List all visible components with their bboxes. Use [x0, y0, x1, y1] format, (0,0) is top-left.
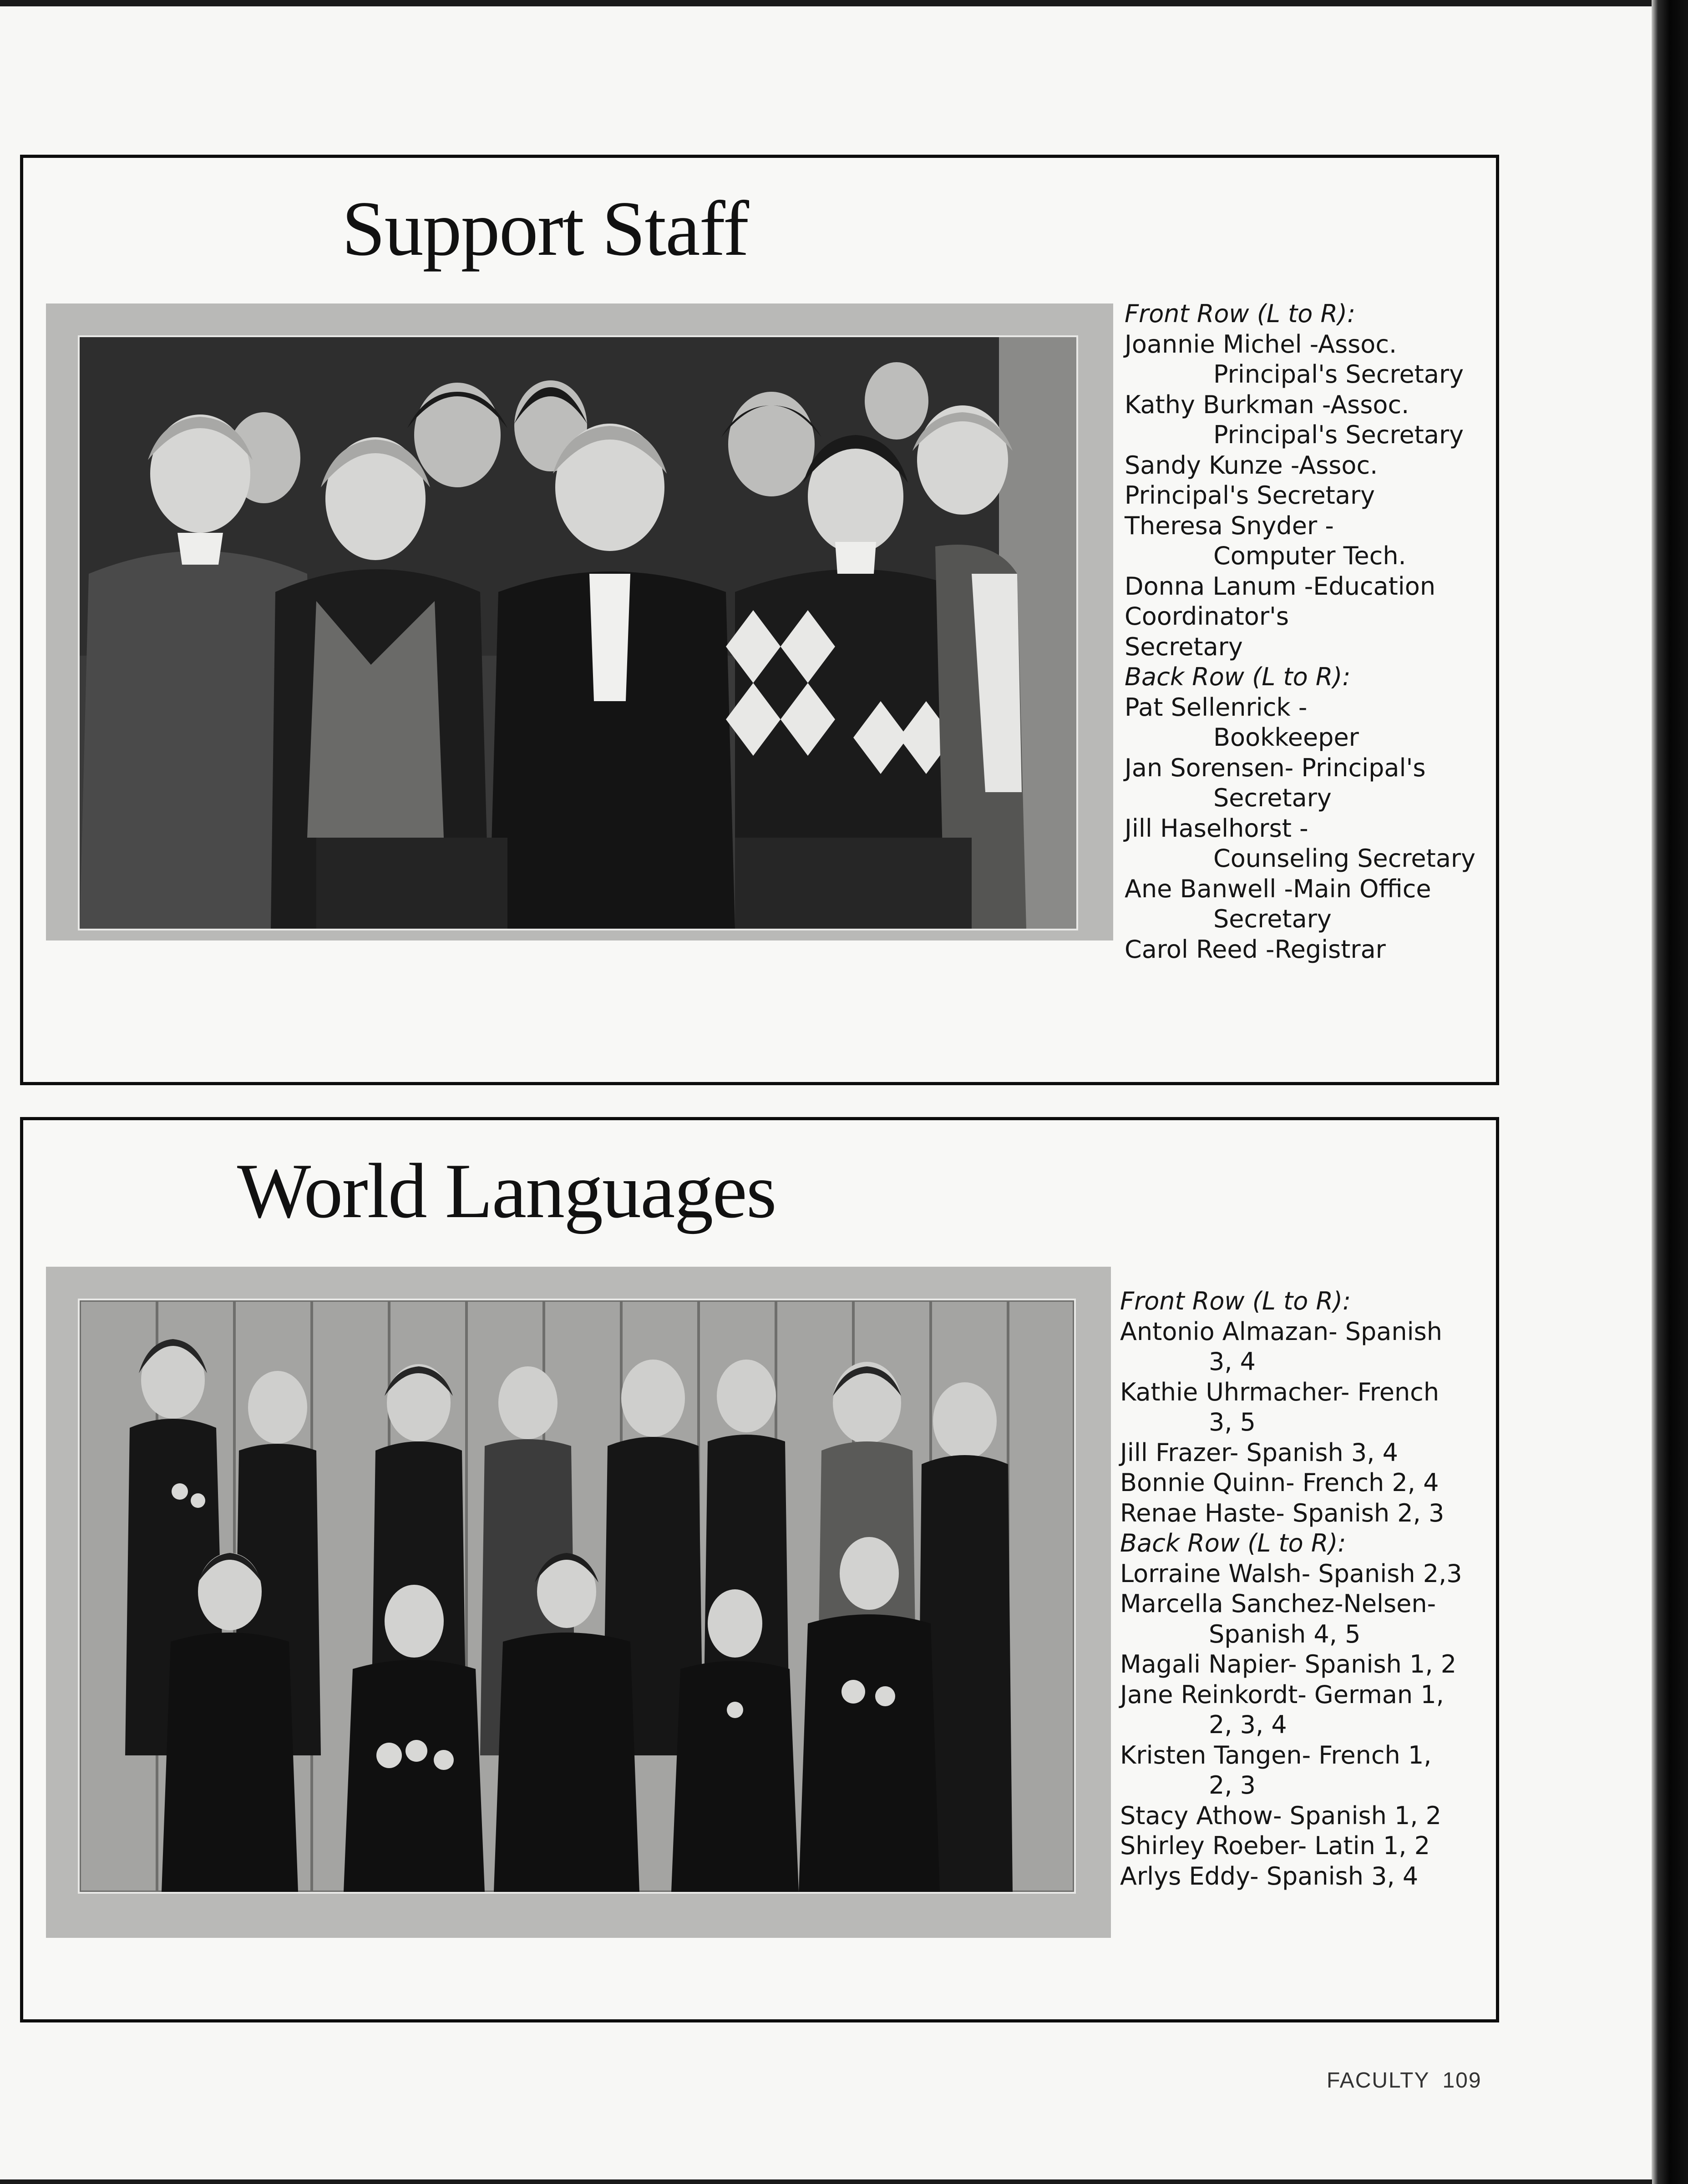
- caption-line: Joannie Michel -Assoc.: [1125, 329, 1397, 359]
- caption-line: Marcella Sanchez-Nelsen-: [1120, 1589, 1436, 1618]
- caption-line: Ane Banwell -Main Office: [1125, 874, 1431, 903]
- caption-line: Lorraine Walsh- Spanish 2,3: [1120, 1559, 1462, 1588]
- caption-line: 3, 5: [1209, 1408, 1256, 1436]
- caption-line: Kristen Tangen- French 1,: [1120, 1740, 1432, 1769]
- support-staff-caption: [1125, 299, 1498, 965]
- folio-section: FACULTY: [1327, 2068, 1430, 2093]
- caption-line: Pat Sellenrick -: [1125, 693, 1308, 722]
- bottom-rule: [0, 2179, 1652, 2184]
- page-folio: [1327, 2068, 1495, 2093]
- caption-line: Secretary: [1213, 905, 1332, 933]
- caption-line: Magali Napier- Spanish 1, 2: [1120, 1650, 1457, 1678]
- caption-line: Kathie Uhrmacher- French: [1120, 1377, 1440, 1406]
- support-staff-photo-frame: [46, 303, 1113, 940]
- caption-line: Principal's Secretary: [1125, 481, 1375, 510]
- caption-line: Bonnie Quinn- French 2, 4: [1120, 1468, 1439, 1497]
- top-rule: [0, 0, 1652, 6]
- world-languages-panel: [20, 1117, 1499, 2022]
- caption-line: Counseling Secretary: [1213, 844, 1476, 873]
- caption-line: Spanish 4, 5: [1209, 1619, 1361, 1648]
- caption-row-heading: Back Row (L to R):: [1120, 1529, 1346, 1557]
- page-binding-edge: [1652, 0, 1688, 2184]
- caption-line: Jill Frazer- Spanish 3, 4: [1120, 1438, 1398, 1467]
- support-staff-title: Support Staff: [342, 186, 748, 272]
- caption-line: Stacy Athow- Spanish 1, 2: [1120, 1801, 1442, 1830]
- caption-line: Arlys Eddy- Spanish 3, 4: [1120, 1861, 1419, 1891]
- world-languages-group-photo: [78, 1299, 1076, 1894]
- caption-line: Jan Sorensen- Principal's: [1125, 753, 1426, 782]
- caption-line: Sandy Kunze -Assoc.: [1125, 450, 1378, 480]
- caption-line: 2, 3, 4: [1209, 1710, 1287, 1739]
- caption-line: Secretary: [1125, 632, 1243, 661]
- folio-page-number: 109: [1442, 2068, 1482, 2093]
- caption-line: Principal's Secretary: [1213, 420, 1464, 449]
- caption-line: Carol Reed -Registrar: [1125, 935, 1386, 964]
- caption-line: Coordinator's: [1125, 602, 1289, 631]
- caption-line: Secretary: [1213, 784, 1332, 812]
- support-staff-panel: [20, 155, 1499, 1085]
- caption-line: Bookkeeper: [1213, 723, 1359, 752]
- caption-row-heading: Front Row (L to R):: [1120, 1287, 1351, 1315]
- world-languages-title: World Languages: [237, 1148, 776, 1234]
- world-languages-caption: [1120, 1286, 1493, 1891]
- caption-row-heading: Back Row (L to R):: [1125, 662, 1351, 691]
- caption-line: Shirley Roeber- Latin 1, 2: [1120, 1831, 1430, 1860]
- support-staff-group-photo: [78, 335, 1078, 930]
- caption-line: Antonio Almazan- Spanish: [1120, 1317, 1442, 1346]
- caption-line: Jane Reinkordt- German 1,: [1120, 1680, 1444, 1709]
- caption-row-heading: Front Row (L to R):: [1125, 299, 1356, 328]
- caption-line: Renae Haste- Spanish 2, 3: [1120, 1498, 1445, 1527]
- caption-line: 2, 3: [1209, 1771, 1256, 1800]
- caption-line: Donna Lanum -Education: [1125, 571, 1436, 601]
- caption-line: Kathy Burkman -Assoc.: [1125, 390, 1409, 419]
- caption-line: Theresa Snyder -: [1125, 511, 1334, 540]
- caption-line: 3, 4: [1209, 1347, 1256, 1376]
- caption-line: Principal's Secretary: [1213, 360, 1464, 389]
- world-languages-photo-frame: [46, 1267, 1111, 1938]
- caption-line: Jill Haselhorst -: [1125, 814, 1308, 843]
- caption-line: Computer Tech.: [1213, 541, 1406, 570]
